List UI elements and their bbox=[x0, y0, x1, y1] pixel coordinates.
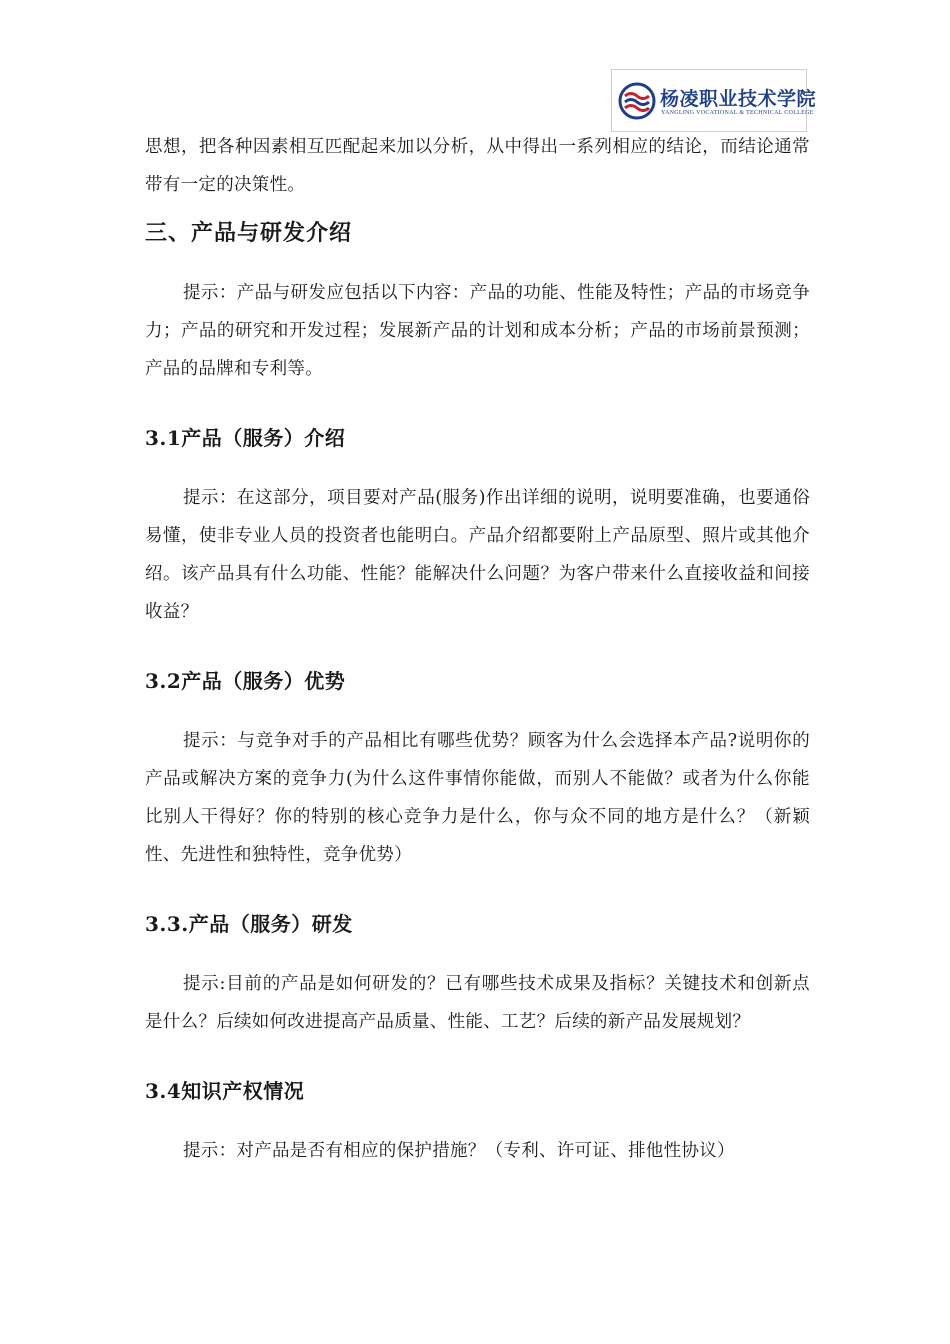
college-name-en: YANGLING VOCATIONAL & TECHNICAL COLLEGE bbox=[661, 110, 814, 116]
intro-continuation: 思想，把各种因素相互匹配起来加以分析，从中得出一系列相应的结论，而结论通常带有一定的决策性。 bbox=[145, 137, 810, 195]
section-3-heading: 三、产品与研发介绍 bbox=[145, 220, 353, 246]
section-3-2-hint: 提示：与竞争对手的产品相比有哪些优势？顾客为什么会选择本产品?说明你的产品或解决方案的竞争力(为什么这件事情你能做，而别人不能做？或者为什么你能比别人干得好？你的特别的核心竞争力是什么，你与众不同的地方是什么？（新颖性、先进性和独特性，竞争优势） bbox=[145, 731, 810, 865]
section-3-4-heading: 3.4知识产权情况 bbox=[145, 1079, 305, 1103]
college-name-cn: 杨凌职业技术学院 bbox=[660, 88, 817, 110]
section-3-hint: 提示：产品与研发应包括以下内容：产品的功能、性能及特性；产品的市场竞争力；产品的研究和开发过程；发展新产品的计划和成本分析；产品的市场前景预测；产品的品牌和专利等。 bbox=[145, 283, 810, 379]
college-logo bbox=[611, 69, 817, 132]
section-3-1-hint: 提示：在这部分，项目要对产品(服务)作出详细的说明，说明要准确，也要通俗易懂，使非专业人员的投资者也能明白。产品介绍都要附上产品原型、照片或其他介绍。该产品具有什么功能、性能？能解决什么问题？为客户带来什么直接收益和间接收益？ bbox=[145, 488, 810, 622]
section-3-3-hint: 提示:目前的产品是如何研发的？已有哪些技术成果及指标？关键技术和创新点是什么？后续如何改进提高产品质量、性能、工艺？后续的新产品发展规划？ bbox=[145, 974, 810, 1032]
document-body bbox=[145, 128, 810, 1170]
section-3-2-heading: 3.2产品（服务）优势 bbox=[145, 669, 346, 693]
section-3-3-heading: 3.3.产品（服务）研发 bbox=[145, 912, 353, 936]
section-3-4-hint: 提示：对产品是否有相应的保护措施？（专利、许可证、排他性协议） bbox=[183, 1141, 735, 1161]
section-3-1-heading: 3.1产品（服务）介绍 bbox=[145, 426, 346, 450]
college-emblem-icon bbox=[618, 81, 656, 121]
